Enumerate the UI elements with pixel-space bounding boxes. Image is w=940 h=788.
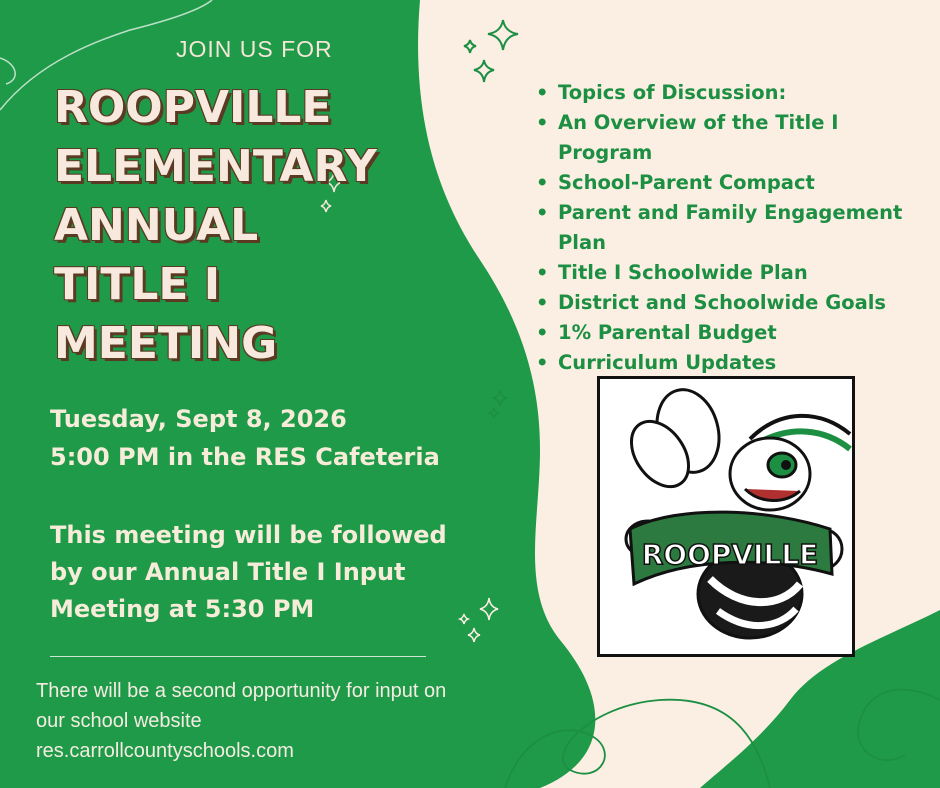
followup-line: This meeting will be followed	[50, 521, 447, 549]
topic-item: • Topics of Discussion:	[536, 78, 931, 108]
sparkle-group-mid	[489, 390, 507, 418]
mascot-banner-text: ROOPVILLE	[641, 538, 819, 571]
website-link[interactable]: res.carrollcountyschools.com	[36, 740, 294, 762]
event-when	[50, 400, 440, 476]
followup-line: Meeting at 5:30 PM	[50, 595, 315, 623]
second-line: There will be a second opportunity for input on	[36, 680, 447, 702]
topic-item: • An Overview of the Title I Program	[536, 108, 931, 168]
topics-list	[536, 78, 931, 378]
divider	[50, 656, 426, 657]
intro-text: JOIN US FOR	[176, 36, 333, 62]
event-title	[54, 78, 377, 373]
swirl-left	[0, 58, 15, 84]
title-line: ELEMENTARY	[54, 141, 377, 192]
topic-item: • District and Schoolwide Goals	[536, 288, 931, 318]
event-time-location: 5:00 PM in the RES Cafeteria	[50, 443, 440, 471]
title-line: MEETING	[54, 318, 278, 369]
second-opportunity	[36, 676, 446, 766]
hornet-mascot-icon	[600, 379, 852, 654]
title-line: ROOPVILLE	[54, 82, 332, 133]
event-date: Tuesday, Sept 8, 2026	[50, 405, 347, 433]
sparkle-group-low	[460, 598, 498, 642]
topic-item: • Curriculum Updates	[536, 348, 931, 378]
followup-line: by our Annual Title I Input	[50, 558, 406, 586]
mascot-image	[597, 376, 855, 657]
topic-item: • Parent and Family Engagement Plan	[536, 198, 931, 258]
second-line: our school website	[36, 710, 202, 732]
followup-note	[50, 517, 447, 628]
topic-item: • School-Parent Compact	[536, 168, 931, 198]
title-line: ANNUAL	[54, 200, 259, 251]
title-line: TITLE I	[54, 259, 221, 310]
topic-item: • 1% Parental Budget	[536, 318, 931, 348]
topic-item: • Title I Schoolwide Plan	[536, 258, 931, 288]
